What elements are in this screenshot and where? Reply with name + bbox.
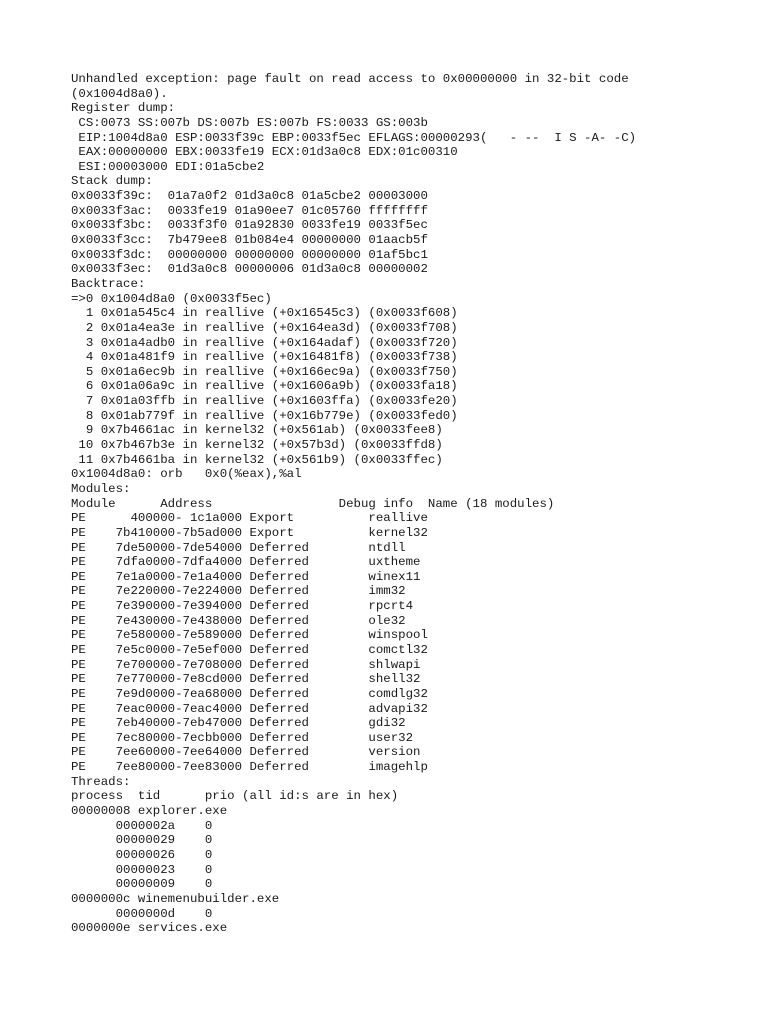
log-line: 0000000d 0 xyxy=(71,906,213,921)
log-line: 11 0x7b4661ba in kernel32 (+0x561b9) (0x0033ffec) xyxy=(71,452,443,467)
log-line: Register dump: xyxy=(71,101,176,116)
log-line: Modules: xyxy=(71,481,131,496)
log-line: PE 7e5c0000-7e5ef000 Deferred comctl32 xyxy=(71,642,428,657)
log-line: 0000000e services.exe xyxy=(71,921,228,936)
log-line: 9 0x7b4661ac in kernel32 (+0x561ab) (0x0033fee8) xyxy=(71,423,443,438)
log-line: 00000023 0 xyxy=(71,862,213,877)
log-line: 0x0033f3dc: 00000000 00000000 00000000 01af5bc1 xyxy=(71,247,428,262)
log-line: Backtrace: xyxy=(71,276,146,291)
log-line: 00000009 0 xyxy=(71,877,213,892)
log-line: PE 7ee60000-7ee64000 Deferred version xyxy=(71,745,421,760)
log-line: CS:0073 SS:007b DS:007b ES:007b FS:0033 GS:003b xyxy=(71,115,428,130)
log-line: 0x0033f3ec: 01d3a0c8 00000006 01d3a0c8 00000002 xyxy=(71,262,428,277)
log-line: PE 7eac0000-7eac4000 Deferred advapi32 xyxy=(71,701,428,716)
log-line: PE 7e9d0000-7ea68000 Deferred comdlg32 xyxy=(71,686,428,701)
log-line: process tid prio (all id:s are in hex) xyxy=(71,789,399,804)
log-line: PE 7e1a0000-7e1a4000 Deferred winex11 xyxy=(71,569,421,584)
log-line: PE 7e430000-7e438000 Deferred ole32 xyxy=(71,613,406,628)
log-line: PE 7ee80000-7ee83000 Deferred imagehlp xyxy=(71,760,428,775)
log-line: PE 7b410000-7b5ad000 Export kernel32 xyxy=(71,525,428,540)
log-line: 0x0033f3cc: 7b479ee8 01b084e4 00000000 01aacb5f xyxy=(71,233,428,248)
log-line: 0x0033f3bc: 0033f3f0 01a92830 0033fe19 0033f5ec xyxy=(71,218,428,233)
log-line: 0000000c winemenubuilder.exe xyxy=(71,891,280,906)
log-line: 5 0x01a6ec9b in reallive (+0x166ec9a) (0x0033f750) xyxy=(71,364,458,379)
log-line: Module Address Debug info Name (18 modules) xyxy=(71,496,555,511)
crash-log-text xyxy=(71,72,636,936)
log-line: PE 7ec80000-7ecbb000 Deferred user32 xyxy=(71,730,414,745)
log-line: Stack dump: xyxy=(71,174,153,189)
log-line: 1 0x01a545c4 in reallive (+0x16545c3) (0x0033f608) xyxy=(71,306,458,321)
log-line: 6 0x01a06a9c in reallive (+0x1606a9b) (0x0033fa18) xyxy=(71,379,458,394)
log-line: (0x1004d8a0). xyxy=(71,86,168,101)
log-line: Unhandled exception: page fault on read access to 0x00000000 in 32-bit code xyxy=(71,72,629,86)
log-line: 0x0033f3ac: 0033fe19 01a90ee7 01c05760 ffffffff xyxy=(71,203,428,218)
log-line: 0x0033f39c: 01a7a0f2 01d3a0c8 01a5cbe2 00003000 xyxy=(71,189,428,204)
log-line: PE 7eb40000-7eb47000 Deferred gdi32 xyxy=(71,716,406,731)
log-line: PE 7dfa0000-7dfa4000 Deferred uxtheme xyxy=(71,555,421,570)
log-line: EIP:1004d8a0 ESP:0033f39c EBP:0033f5ec EFLAGS:00000293( - -- I S -A- -C) xyxy=(71,130,637,145)
log-line: 7 0x01a03ffb in reallive (+0x1603ffa) (0x0033fe20) xyxy=(71,394,458,409)
log-line: PE 7e770000-7e8cd000 Deferred shell32 xyxy=(71,672,421,687)
log-line: 00000008 explorer.exe xyxy=(71,804,228,819)
log-line: PE 7e220000-7e224000 Deferred imm32 xyxy=(71,584,406,599)
log-line: PE 7e580000-7e589000 Deferred winspool xyxy=(71,628,428,643)
log-line: ESI:00003000 EDI:01a5cbe2 xyxy=(71,159,265,174)
log-line: Threads: xyxy=(71,774,131,789)
log-line: 10 0x7b467b3e in kernel32 (+0x57b3d) (0x0033ffd8) xyxy=(71,438,443,453)
log-line: 0x1004d8a0: orb 0x0(%eax),%al xyxy=(71,467,302,482)
log-line: 3 0x01a4adb0 in reallive (+0x164adaf) (0x0033f720) xyxy=(71,335,458,350)
log-line: PE 7e390000-7e394000 Deferred rpcrt4 xyxy=(71,599,414,614)
log-line: =>0 0x1004d8a0 (0x0033f5ec) xyxy=(71,291,272,306)
log-line: 00000026 0 xyxy=(71,847,213,862)
log-line: 0000002a 0 xyxy=(71,818,213,833)
log-line: PE 7de50000-7de54000 Deferred ntdll xyxy=(71,540,406,555)
log-line: PE 7e700000-7e708000 Deferred shlwapi xyxy=(71,657,421,672)
log-line: 4 0x01a481f9 in reallive (+0x16481f8) (0x0033f738) xyxy=(71,350,458,365)
log-line: 2 0x01a4ea3e in reallive (+0x164ea3d) (0x0033f708) xyxy=(71,320,458,335)
log-line: 00000029 0 xyxy=(71,833,213,848)
log-line: PE 400000- 1c1a000 Export reallive xyxy=(71,511,428,526)
log-line: 8 0x01ab779f in reallive (+0x16b779e) (0x0033fed0) xyxy=(71,408,458,423)
log-line: EAX:00000000 EBX:0033fe19 ECX:01d3a0c8 EDX:01c00310 xyxy=(71,145,458,160)
